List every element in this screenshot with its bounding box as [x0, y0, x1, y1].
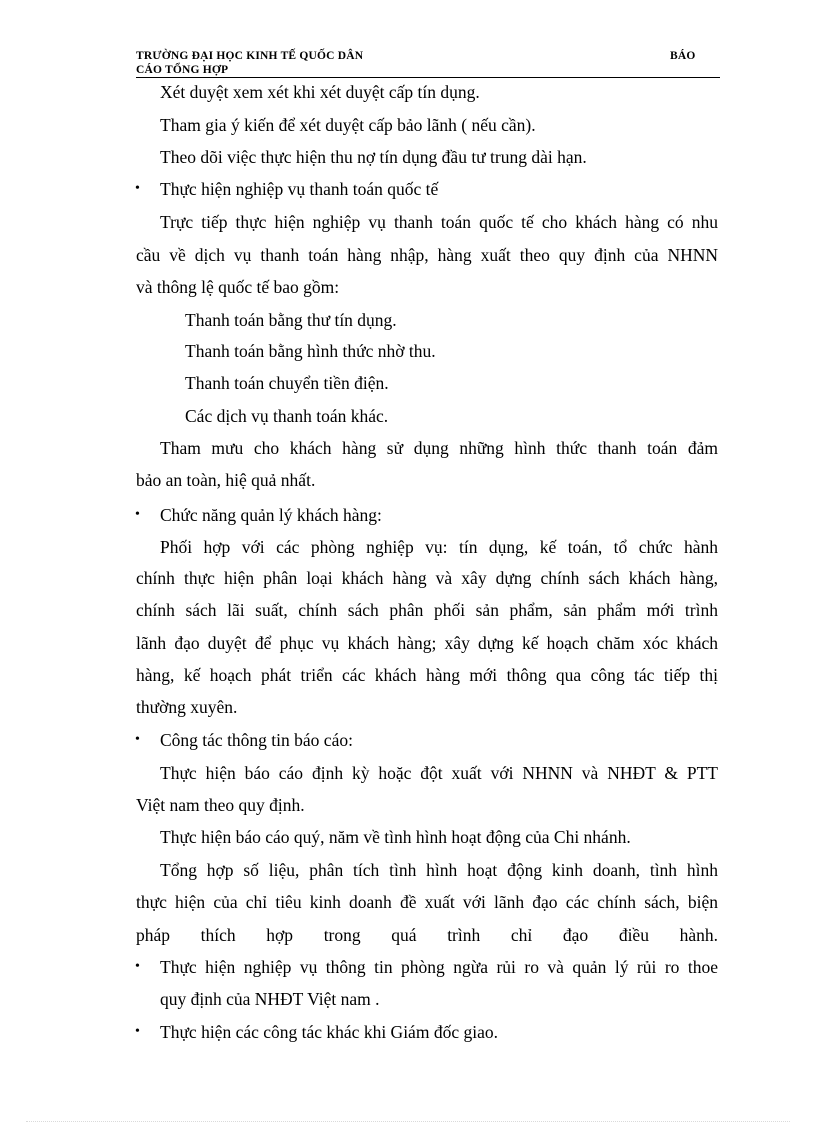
bullet-icon: •	[135, 959, 140, 974]
text-line: thực hiện của chỉ tiêu kinh doanh đề xuất với lãnh đạo các chính sách, biện	[136, 892, 718, 912]
text-line: thường xuyên.	[136, 697, 238, 717]
bullet-heading: Chức năng quản lý khách hàng:	[160, 505, 382, 525]
header-school-name: TRƯỜNG ĐẠI HỌC KINH TẾ QUỐC DÂN	[136, 50, 364, 62]
text-line: Các dịch vụ thanh toán khác.	[185, 406, 389, 426]
text-line: Thanh toán bằng thư tín dụng.	[185, 310, 397, 330]
bullet-heading: Thực hiện các công tác khác khi Giám đốc giao.	[160, 1022, 498, 1042]
bullet-heading: Công tác thông tin báo cáo:	[160, 730, 353, 750]
text-line: Phối hợp với các phòng nghiệp vụ: tín dụng, kế toán, tổ chức hành	[160, 537, 718, 557]
text-line: hàng, kế hoạch phát triển các khách hàng mới thông qua công tác tiếp thị	[136, 665, 718, 685]
text-line: Thực hiện báo cáo định kỳ hoặc đột xuất với NHNN và NHĐT & PTT	[160, 763, 718, 783]
text-line: Việt nam theo quy định.	[136, 795, 305, 815]
page-bottom-edge	[26, 1121, 790, 1122]
text-line: cầu về dịch vụ thanh toán hàng nhập, hàng xuất theo quy định của NHNN	[136, 245, 718, 265]
text-line: Thực hiện báo cáo quý, năm về tình hình hoạt động của Chi nhánh.	[160, 827, 631, 847]
text-line: Theo dõi việc thực hiện thu nợ tín dụng đầu tư trung dài hạn.	[160, 147, 587, 167]
text-line: Tham mưu cho khách hàng sử dụng những hình thức thanh toán đảm	[160, 438, 718, 458]
text-line: Thanh toán bằng hình thức nhờ thu.	[185, 341, 436, 361]
text-line: Thanh toán chuyển tiền điện.	[185, 373, 389, 393]
text-line: lãnh đạo duyệt để phục vụ khách hàng; xây dựng kế hoạch chăm xóc khách	[136, 633, 718, 653]
text-line: Trực tiếp thực hiện nghiệp vụ thanh toán quốc tế cho khách hàng có nhu	[160, 212, 718, 232]
text-line: và thông lệ quốc tế bao gồm:	[136, 277, 340, 297]
bullet-heading: Thực hiện nghiệp vụ thanh toán quốc tế	[160, 179, 439, 199]
text-line: pháp thích hợp trong quá trình chỉ đạo điều hành.	[136, 925, 718, 945]
header-report-title: CÁO TỔNG HỢP	[136, 64, 229, 76]
bullet-heading: Thực hiện nghiệp vụ thông tin phòng ngừa rủi ro và quản lý rủi ro thoe	[160, 957, 718, 977]
text-line: Xét duyệt xem xét khi xét duyệt cấp tín dụng.	[160, 82, 480, 102]
text-line: chính sách lãi suất, chính sách phân phối sản phẩm, sản phẩm mới trình	[136, 600, 718, 620]
bullet-icon: •	[135, 507, 140, 522]
header-report-word: BÁO	[670, 50, 696, 62]
text-line: Tham gia ý kiến để xét duyệt cấp bảo lãnh ( nếu cần).	[160, 115, 536, 135]
bullet-icon: •	[135, 1024, 140, 1039]
text-line: quy định của NHĐT Việt nam .	[160, 989, 380, 1009]
bullet-icon: •	[135, 732, 140, 747]
bullet-icon: •	[135, 181, 140, 196]
text-line: chính thực hiện phân loại khách hàng và xây dựng chính sách khách hàng,	[136, 568, 718, 588]
text-line: Tổng hợp số liệu, phân tích tình hình hoạt động kinh doanh, tình hình	[160, 860, 718, 880]
text-line: bảo an toàn, hiệ quả nhất.	[136, 470, 316, 490]
header-divider	[136, 77, 720, 78]
